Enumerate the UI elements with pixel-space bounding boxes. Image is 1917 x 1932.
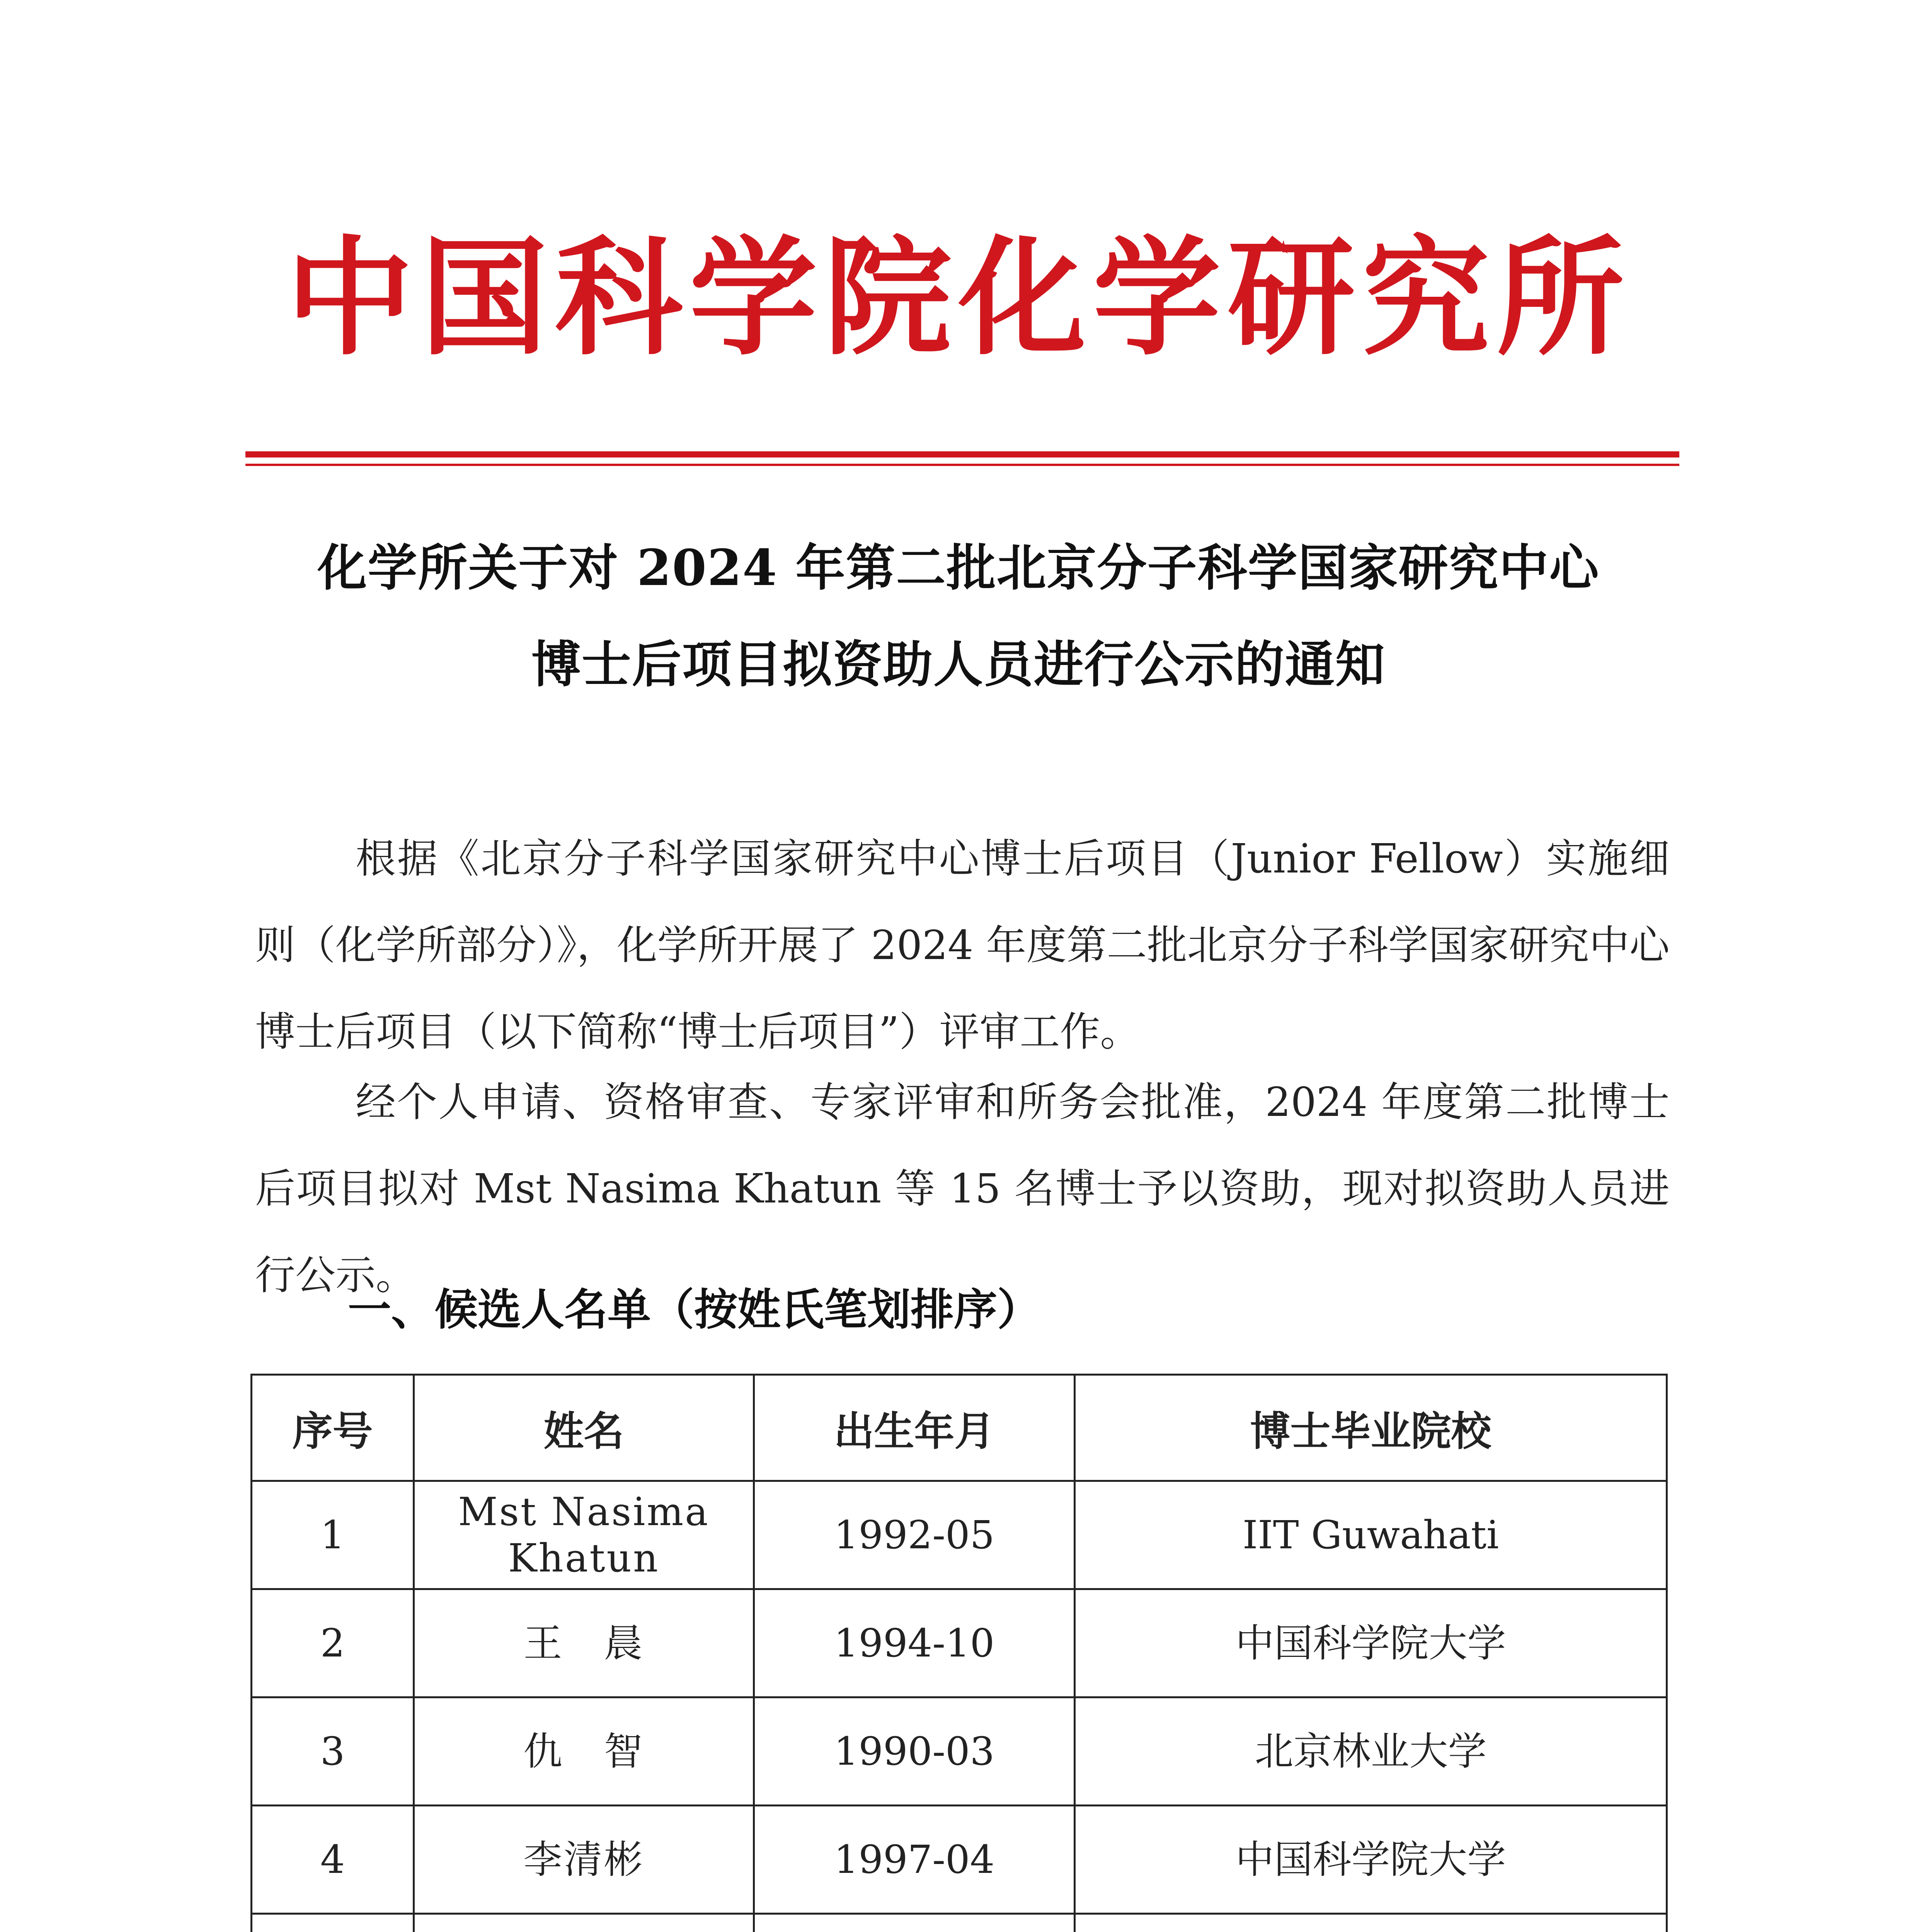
document-title-line-1: 化学所关于对 2024 年第二批北京分子科学国家研究中心 bbox=[317, 539, 1600, 597]
table-row bbox=[252, 1481, 1667, 1589]
row-school: IIT Guwahati bbox=[1075, 1481, 1667, 1589]
header-rule-thick bbox=[245, 451, 1679, 457]
row-number: 4 bbox=[252, 1806, 414, 1914]
row-number bbox=[252, 1914, 414, 1932]
row-name: 李清彬 bbox=[414, 1806, 754, 1914]
row-birth: 1994-10 bbox=[754, 1589, 1075, 1697]
row-number: 3 bbox=[252, 1697, 414, 1806]
row-number: 2 bbox=[252, 1589, 414, 1697]
body-paragraph-2: 经个人申请、资格审查、专家评审和所务会批准，2024 年度第二批博士后项目拟对 Mst Nasima Khatun 等 15 名博士予以资助，现对拟资助人员进行公示。 bbox=[255, 1078, 1670, 1299]
table-header-row bbox=[252, 1375, 1667, 1481]
row-birth: 1990-03 bbox=[754, 1697, 1075, 1806]
document-title-line-2: 博士后项目拟资助人员进行公示的通知 bbox=[531, 636, 1386, 694]
row-name: 仇 智 bbox=[414, 1697, 754, 1806]
table-row bbox=[252, 1697, 1667, 1806]
row-birth: 1992-05 bbox=[754, 1481, 1075, 1589]
row-name-text: Mst Nasima Khatun bbox=[458, 1489, 710, 1581]
row-name: 王 晨 bbox=[414, 1589, 754, 1697]
row-name bbox=[414, 1481, 754, 1589]
candidate-list-heading: 一、候选人名单（按姓氏笔划排序） bbox=[348, 1284, 1040, 1335]
header-school: 博士毕业院校 bbox=[1075, 1375, 1667, 1481]
institute-masthead: 中国科学院化学研究所 bbox=[286, 223, 1631, 372]
row-school: 北京林业大学 bbox=[1075, 1697, 1667, 1806]
table-row bbox=[252, 1914, 1667, 1932]
row-number: 1 bbox=[252, 1481, 414, 1589]
row-birth: 1997-04 bbox=[754, 1806, 1075, 1914]
candidate-table bbox=[250, 1374, 1668, 1932]
row-school: 中国科学院大学 bbox=[1075, 1589, 1667, 1697]
row-school bbox=[1075, 1914, 1667, 1932]
row-name bbox=[414, 1914, 754, 1932]
row-school: 中国科学院大学 bbox=[1075, 1806, 1667, 1914]
row-birth bbox=[754, 1914, 1075, 1932]
header-rule-thin bbox=[245, 464, 1679, 466]
header-birth: 出生年月 bbox=[754, 1375, 1075, 1481]
header-name: 姓名 bbox=[414, 1375, 754, 1481]
header-number: 序号 bbox=[252, 1375, 414, 1481]
table-row bbox=[252, 1806, 1667, 1914]
table-row bbox=[252, 1589, 1667, 1697]
body-paragraph-1: 根据《北京分子科学国家研究中心博士后项目（Junior Fellow）实施细则（化学所部分）》，化学所开展了 2024 年度第二批北京分子科学国家研究中心博士后项目（以下简称“博士后项目”）评审工作。 bbox=[255, 835, 1670, 1055]
